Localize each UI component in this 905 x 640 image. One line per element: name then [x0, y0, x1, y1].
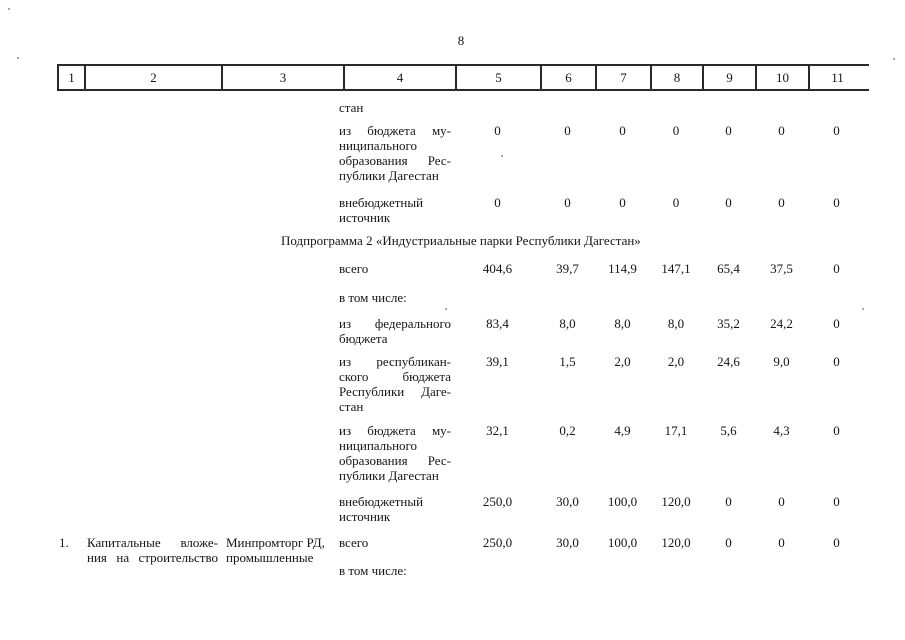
column-header-2: 2 [84, 66, 221, 89]
value-cell: 0 [672, 195, 680, 210]
funding-source-cell [339, 494, 455, 524]
value-cell: 0 [725, 195, 732, 210]
text-line: публики Дагестан [339, 468, 439, 483]
table-row [57, 261, 865, 276]
funding-source-cell [339, 423, 455, 483]
text-line: Капитальные вложе- [87, 535, 218, 550]
table-row [57, 316, 865, 346]
table-row [57, 423, 865, 483]
funding-source-cell [339, 261, 455, 276]
text-line: в том числе: [339, 290, 407, 305]
executor-cell [221, 535, 343, 565]
value-cell: 0 [833, 261, 840, 276]
value-cell: 17,1 [664, 423, 688, 438]
text-line: всего [339, 535, 369, 550]
value-cell: 2,0 [667, 354, 685, 369]
text-line: из бюджета му- [339, 423, 451, 438]
column-header-10: 10 [755, 66, 808, 89]
scan-speck [445, 308, 447, 310]
table-row [57, 195, 865, 225]
value-cell: 0 [833, 423, 840, 438]
value-cell: 24,6 [717, 354, 740, 369]
value-cell: 0 [833, 195, 840, 210]
value-cell: 83,4 [486, 316, 509, 331]
value-cell: 37,5 [770, 261, 793, 276]
value-cell: 100,0 [607, 494, 638, 509]
funding-source-cell [339, 123, 455, 183]
value-cell: 0 [778, 535, 785, 550]
table-row [57, 354, 865, 414]
value-cell: 0 [564, 195, 571, 210]
column-header-6: 6 [540, 66, 595, 89]
value-cell: 39,7 [556, 261, 579, 276]
value-cell: 0 [833, 316, 840, 331]
text-line: из бюджета му- [339, 123, 451, 138]
value-cell: 0 [494, 123, 501, 138]
value-cell: 0 [778, 123, 785, 138]
value-cell: 65,4 [717, 261, 740, 276]
funding-source-cell [339, 195, 455, 225]
value-cell: 0 [778, 494, 785, 509]
table-row [57, 494, 865, 524]
value-cell: 4,3 [773, 423, 790, 438]
text-line: стан [339, 399, 364, 414]
value-cell: 0 [725, 494, 732, 509]
table-header-row [57, 64, 869, 91]
item-name-cell [84, 535, 221, 565]
text-line: источник [339, 509, 391, 524]
scan-speck [501, 155, 503, 157]
value-cell: 0 [725, 535, 732, 550]
value-cell: 250,0 [482, 535, 513, 550]
text-line: из федерального [339, 316, 451, 331]
value-cell: 39,1 [486, 354, 509, 369]
text-line: образования Рес- [339, 153, 451, 168]
value-cell: 0 [725, 123, 732, 138]
table-row [57, 100, 865, 115]
column-header-1: 1 [57, 66, 84, 89]
value-cell: 147,1 [661, 261, 691, 276]
scan-speck [17, 57, 19, 59]
funding-source-cell [339, 354, 455, 414]
value-cell: 0 [833, 535, 840, 550]
value-cell: 250,0 [482, 494, 513, 509]
value-cell: 0,2 [559, 423, 576, 438]
funding-source-cell [339, 316, 455, 346]
column-header-7: 7 [595, 66, 650, 89]
text-line: ского бюджета [339, 369, 451, 384]
value-cell: 8,0 [614, 316, 631, 331]
value-cell: 8,0 [559, 316, 576, 331]
value-cell: 8,0 [667, 316, 685, 331]
scan-speck [893, 58, 895, 60]
value-cell: 114,9 [608, 261, 637, 276]
value-cell: 0 [619, 123, 626, 138]
value-cell: 0 [833, 354, 840, 369]
text-line: промышленные [226, 550, 314, 565]
text-line: внебюджетный [339, 195, 424, 210]
text-line: ниципального [339, 138, 418, 153]
value-cell: 0 [672, 123, 680, 138]
value-cell: 404,6 [482, 261, 513, 276]
value-cell: 100,0 [607, 535, 638, 550]
value-cell: 30,0 [556, 535, 579, 550]
value-cell: 24,2 [770, 316, 793, 331]
text-line: источник [339, 210, 391, 225]
column-header-11: 11 [808, 66, 865, 89]
text-line: всего [339, 261, 369, 276]
value-cell: 4,9 [614, 423, 631, 438]
column-header-8: 8 [650, 66, 702, 89]
value-cell: 1,5 [559, 354, 576, 369]
column-header-5: 5 [455, 66, 540, 89]
table-row [57, 535, 865, 565]
item-number-cell: 1. [59, 535, 69, 550]
value-cell: 0 [619, 195, 626, 210]
page-number: 8 [457, 33, 465, 48]
text-line: Республики Даге- [339, 384, 451, 399]
funding-source-cell [339, 535, 455, 565]
value-cell: 32,1 [486, 423, 509, 438]
column-header-3: 3 [221, 66, 343, 89]
subprogram-title: Подпрограмма 2 «Индустриальные парки Республики Дагестан» [281, 233, 641, 248]
value-cell: 0 [833, 494, 840, 509]
value-cell: 120,0 [661, 494, 691, 509]
value-cell: 120,0 [661, 535, 691, 550]
scan-speck [862, 308, 864, 310]
table-row [57, 563, 865, 578]
funding-source-cell [339, 563, 455, 578]
value-cell: 0 [833, 123, 840, 138]
value-cell: 5,6 [720, 423, 737, 438]
value-cell: 30,0 [556, 494, 579, 509]
column-header-9: 9 [702, 66, 755, 89]
table-row [57, 290, 865, 305]
text-line: Минпромторг РД, [226, 535, 325, 550]
text-line: внебюджетный [339, 494, 424, 509]
text-line: образования Рес- [339, 453, 451, 468]
text-line: из республикан- [339, 354, 451, 369]
value-cell: 2,0 [614, 354, 631, 369]
value-cell: 0 [494, 195, 501, 210]
text-line: стан [339, 100, 364, 115]
funding-source-cell [339, 290, 455, 305]
text-line: в том числе: [339, 563, 407, 578]
text-line: бюджета [339, 331, 388, 346]
value-cell: 0 [564, 123, 571, 138]
table-row [57, 123, 865, 183]
column-header-4: 4 [343, 66, 455, 89]
text-line: публики Дагестан [339, 168, 439, 183]
value-cell: 9,0 [773, 354, 790, 369]
value-cell: 35,2 [717, 316, 740, 331]
funding-source-cell [339, 100, 455, 115]
scan-speck [8, 8, 10, 10]
value-cell: 0 [778, 195, 785, 210]
text-line: ния на строительство [87, 550, 218, 565]
text-line: ниципального [339, 438, 418, 453]
